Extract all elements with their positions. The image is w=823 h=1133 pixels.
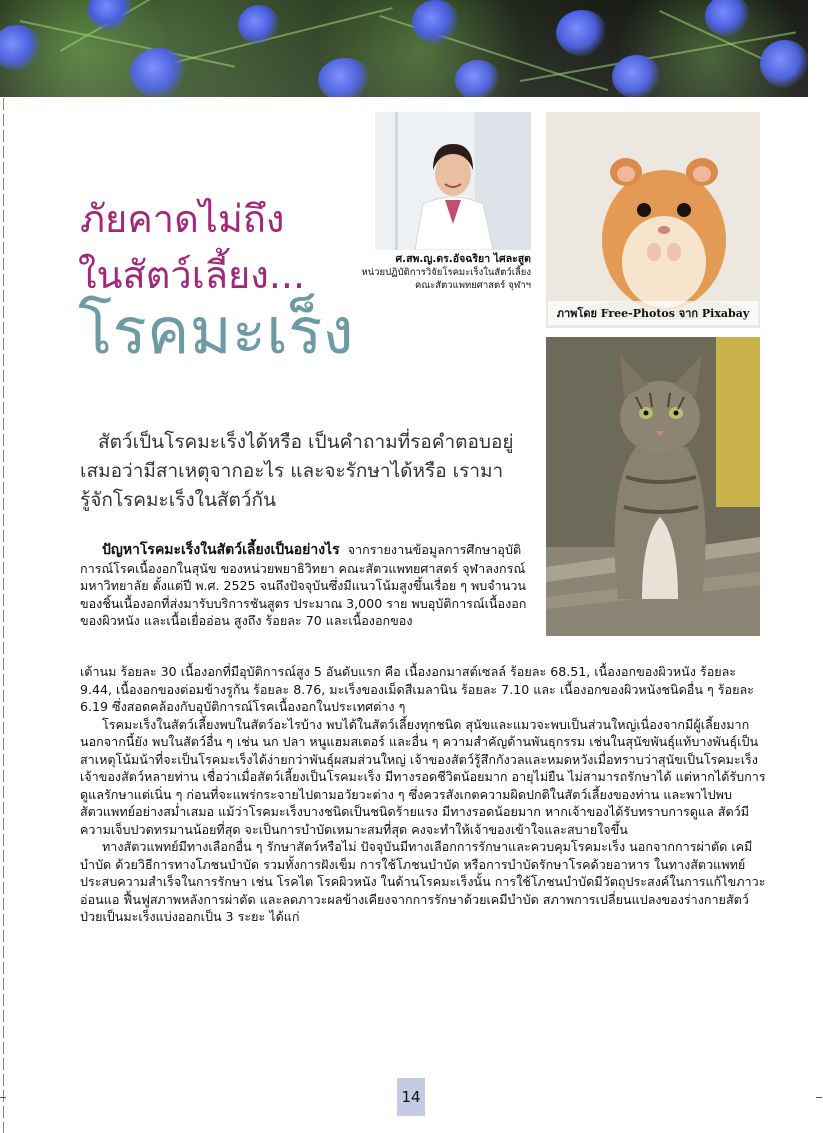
header-banner-image [0, 0, 808, 97]
paragraph-1-part-2: เต้านม ร้อยละ 30 เนื้องอกที่มีอุบัติการณ์สูง 5 อันดับแรก คือ เนื้องอกมาสต์เซลล์ ร้อยละ 68.51, เนื้องอกของผิวหนัง ร้อยละ 9.44, เนื้องอกของต่อมข้างรูก้น ร้อยละ 8.76, มะเร็งของเม็ดสีเมลานิน ร้อยละ 7.10 และ เนื้องอกของผิวหนังชนิดอื่น ๆ ร้อยละ 6.19 ซึ่งสอดคล้องกับอุบัติการณ์โรคเนื้องอกในประเทศต่าง ๆ [80, 664, 754, 714]
crop-mark [0, 1097, 6, 1098]
intro-paragraph: สัตว์เป็นโรคมะเร็งได้หรือ เป็นคำถามที่รอคำตอบอยู่เสมอว่ามีสาเหตุจากอะไร และจะรักษาได้หรือ เรามารู้จักโรคมะเร็งในสัตว์กัน [80, 431, 514, 511]
paragraph-1-part-1: จากรายงานข้อมูลการศึกษาอุบัติการณ์โรคเนื้องอกในสุนัข ของหน่วยพยาธิวิทยา คณะสัตวแพทยศาสตร์ จุฬาลงกรณ์มหาวิทยาลัย ตั้งแต่ปี พ.ศ. 2525 จนถึงปัจจุบันซึ่งมีแนวโน้มสูงขึ้นเรื่อย ๆ พบจำนวนของชิ้นเนื้องอกที่ส่งมารับบริการชันสูตร ประมาณ 3,000 ราย พบอุบัติการณ์เนื้องอกของผิวหนัง และเนื้อเยื่ออ่อน สูงถึง ร้อยละ 70 และเนื้องอกของ [80, 542, 527, 628]
crop-mark [816, 1097, 822, 1098]
article-title-line-2: ในสัตว์เลี้ยง... [78, 253, 306, 297]
hamster-photo [546, 112, 760, 328]
paragraph-3: ทางสัตวแพทย์มีทางเลือกอื่น ๆ รักษาสัตว์หรือไม่ ปัจจุบันมีทางเลือกการรักษาและควบคุมโรคมะเร็ง นอกจากการผ่าตัด เคมีบำบัด ด้วยวิธีการทางโภชนบำบัด รวมทั้งการฝังเข็ม การใช้โภชนบำบัด หรือการบำบัดรักษาโรคด้วยอาหาร ในทางสัตวแพทย์ประสบความสำเร็จในการรักษา เช่น โรคไต โรคผิวหนัง ในด้านโรคมะเร็งนั้น การใช้โภชนบำบัดมีวัตถุประสงค์ในการแก้ไขภาวะอ่อนแอ ฟื้นฟูสภาพหลังการผ่าตัด และลดภาวะผลข้างเคียงจากการรักษาด้วยเคมีบำบัด สภาพการเปลี่ยนแปลงของร่างกายสัตว์ป่วยเป็นมะเร็งแบ่งออกเป็น 3 ระยะ ได้แก่ [80, 839, 766, 924]
body-column-wide [80, 663, 768, 926]
article-title-line-3: โรคมะเร็ง [78, 295, 354, 369]
page-number: 14 [397, 1078, 425, 1116]
author-faculty: คณะสัตวแพทยศาสตร์ จุฬาฯ [415, 280, 531, 291]
cat-photo [546, 337, 760, 636]
author-unit: หน่วยปฏิบัติการวิจัยโรคมะเร็งในสัตว์เลี้ยง [361, 267, 531, 278]
author-name: ศ.สพ.ญ.ดร.อัจฉริยา ไศละสูต [395, 253, 531, 265]
author-caption [325, 253, 531, 292]
crop-guide-left [3, 98, 4, 1133]
paragraph-2: โรคมะเร็งในสัตว์เลี้ยงพบในสัตว์อะไรบ้าง พบได้ในสัตว์เลี้ยงทุกชนิด สุนัขและแมวจะพบเป็นส่วนใหญ่เนื่องจากมีผู้เลี้ยงมาก นอกจากนี้ยัง พบในสัตว์อื่น ๆ เช่น นก ปลา หนูแฮมสเตอร์ และอื่น ๆ ความสำคัญด้านพันธุกรรม เช่นในสุนัขพันธุ์แท้บางพันธุ์เป็นสาเหตุโน้มน้าที่จะเป็นโรคมะเร็งได้ง่ายกว่าพันธุ์ผสมส่วนใหญ่ เจ้าของสัตว์รู้สึกกังวลและหมดหวังเมื่อทราบว่าสุนัขเป็นโรคมะเร็ง เจ้าของสัตว์หลายท่าน เชื่อว่าเมื่อสัตว์เลี้ยงเป็นโรคมะเร็ง มีทางรอดชีวิตน้อยมาก อายุไม่ยืน ไม่สามารถรักษาได้ แต่หากได้รับการดูแลรักษาแต่เนิ่น ๆ ก่อนที่จะแพร่กระจายไปตามอวัยวะต่าง ๆ ซึ่งควรสังเกตความผิดปกติในสัตว์เลี้ยงของท่าน และพาไปพบสัตวแพทย์อย่างสม่ำเสมอ แม้ว่าโรคมะเร็งบางชนิดเป็นชนิดร้ายแรง มีทางรอดน้อยมาก หากเจ้าของได้รับทราบการดูแล สัตว์มีความเจ็บปวดทรมานน้อยที่สุด จะเป็นการบำบัดเหมาะสมที่สุด คงจะทำให้เจ้าของเข้าใจและสบายใจขึ้น [80, 716, 766, 837]
article-title-line-1: ภัยคาดไม่ถึง [80, 197, 285, 241]
section-heading: ปัญหาโรคมะเร็งในสัตว์เลี้ยงเป็นอย่างไร [102, 542, 340, 558]
photo-credit: ภาพโดย Free-Photos จาก Pixabay [548, 301, 758, 325]
author-photo [375, 112, 531, 250]
body-column-narrow [80, 541, 532, 630]
